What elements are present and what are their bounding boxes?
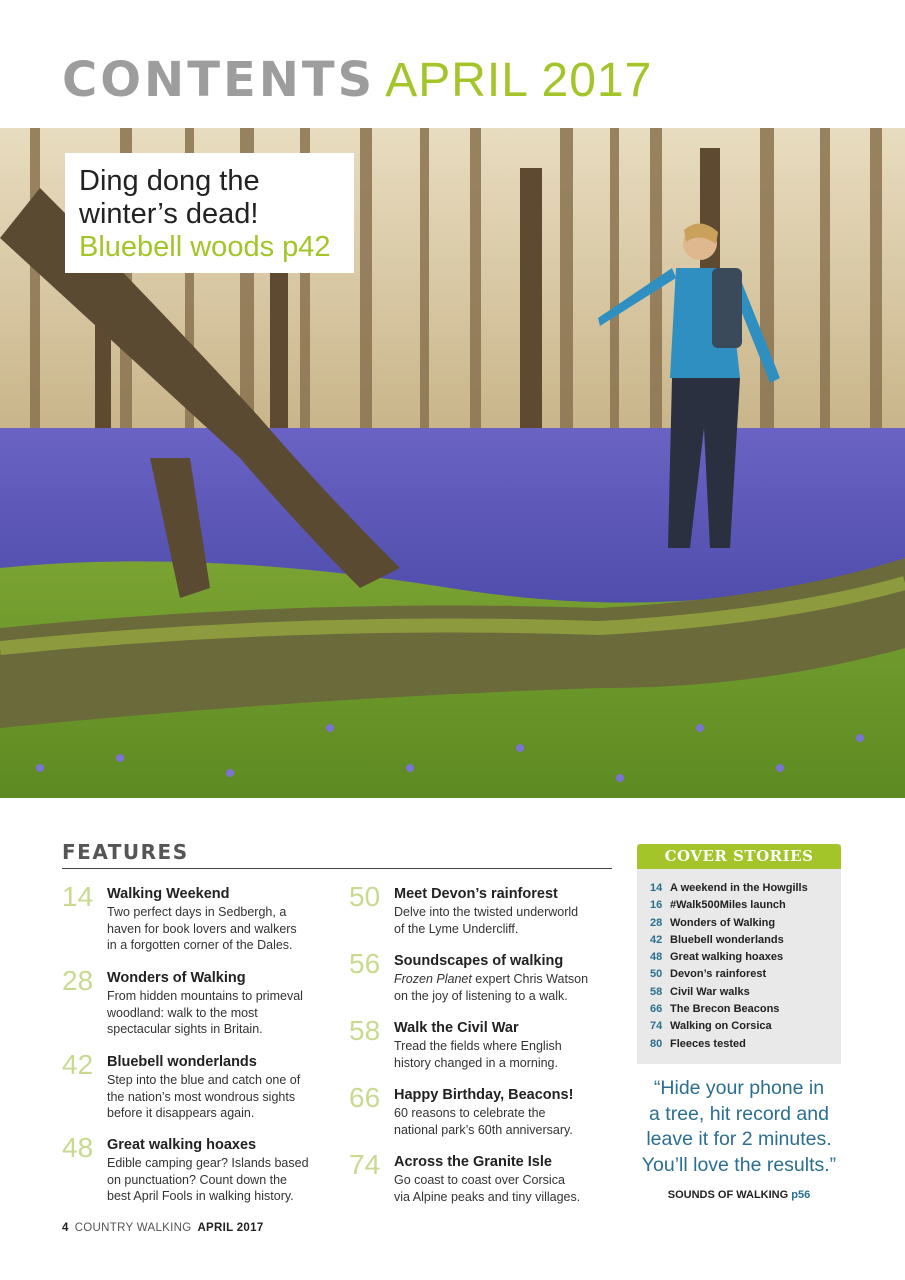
feature-title: Walking Weekend [107,886,230,902]
feature-description: From hidden mountains to primeval woodland: walk to the most spectacular sights in Britain. [107,989,303,1036]
feature-description: Tread the fields where English history changed in a morning. [394,1039,562,1070]
feature-title: Soundscapes of walking [394,953,564,969]
cover-story-item[interactable]: 48 Great walking hoaxes [650,951,784,964]
feature-page-number: 14 [62,881,94,912]
cover-story-item[interactable]: 74 Walking on Corsica [650,1020,772,1033]
feature-title: Across the Granite Isle [394,1154,552,1170]
pull-quote-page: p56 [791,1189,811,1201]
page-footer [62,1222,264,1234]
magazine-name: COUNTRY WALKING [74,1222,192,1234]
feature-page-number: 74 [349,1149,381,1180]
feature-title: Walk the Civil War [394,1020,519,1036]
feature-page-number: 28 [62,965,94,996]
feature-title: Bluebell wonderlands [107,1054,257,1070]
feature-description: 60 reasons to celebrate the national park’s 60th anniversary. [394,1106,573,1137]
cover-story-item[interactable]: 42 Bluebell wonderlands [650,933,784,946]
cover-story-item[interactable]: 80 Fleeces tested [650,1037,746,1050]
feature-page-number: 48 [62,1132,94,1163]
features-divider [62,868,612,869]
features-heading: FEATURES [62,840,189,864]
caption-line: winter’s dead! [79,198,259,230]
cover-stories-title: COVER STORIES [664,847,814,865]
feature-page-number: 42 [62,1049,94,1080]
feature-page-number: 58 [349,1015,381,1046]
feature-description-italic: Frozen Planet [394,972,472,986]
feature-page-number: 56 [349,948,381,979]
photo-caption [65,153,354,273]
cover-story-item[interactable]: 16 #Walk500Miles launch [650,899,786,912]
cover-story-item[interactable]: 14 A weekend in the Howgills [650,882,808,894]
feature-description: Frozen Planet expert Chris Watson on the joy of listening to a walk. [394,972,589,1003]
footer-issue: APRIL 2017 [197,1222,264,1234]
feature-page-number: 66 [349,1082,381,1113]
issue-date-heading: APRIL 2017 [385,54,653,107]
feature-title: Happy Birthday, Beacons! [394,1087,574,1103]
cover-stories-header [637,844,841,869]
cover-story-item[interactable]: 66 The Brecon Beacons [650,1003,780,1016]
page-header [62,52,652,112]
feature-description: Two perfect days in Sedbergh, a haven for book lovers and walkers in a forgotten corner of the Dales. [107,905,297,952]
feature-page-number: 50 [349,881,381,912]
cover-stories-list [650,880,835,1053]
feature-title: Great walking hoaxes [107,1137,257,1153]
feature-title: Meet Devon’s rainforest [394,886,558,902]
caption-line: Ding dong the [79,165,260,197]
contents-heading: CONTENTS [62,52,376,108]
page-number: 4 [62,1222,69,1234]
feature-description: Go coast to coast over Corsica via Alpine peaks and tiny villages. [394,1173,581,1204]
feature-description: Step into the blue and catch one of the nation’s most wondrous sights before it disappears again. [107,1073,301,1120]
cover-stories-box [637,844,841,1064]
feature-description: Edible camping gear? Islands based on punctuation? Count down the best April Fools in walking history. [107,1156,309,1203]
feature-title: Wonders of Walking [107,970,246,986]
pull-quote-source[interactable]: SOUNDS OF WALKING p56 [667,1189,811,1201]
caption-link[interactable]: Bluebell woods p42 [79,231,331,263]
cover-story-item[interactable]: 28 Wonders of Walking [650,916,776,929]
pull-quote: “Hide your phone in a tree, hit record and leave it for 2 minutes. You’ll love the results.” [641,1077,837,1176]
cover-story-item[interactable]: 58 Civil War walks [650,985,750,998]
cover-story-item[interactable]: 50 Devon’s rainforest [650,968,767,981]
feature-description: Delve into the twisted underworld of the Lyme Undercliff. [394,905,579,936]
